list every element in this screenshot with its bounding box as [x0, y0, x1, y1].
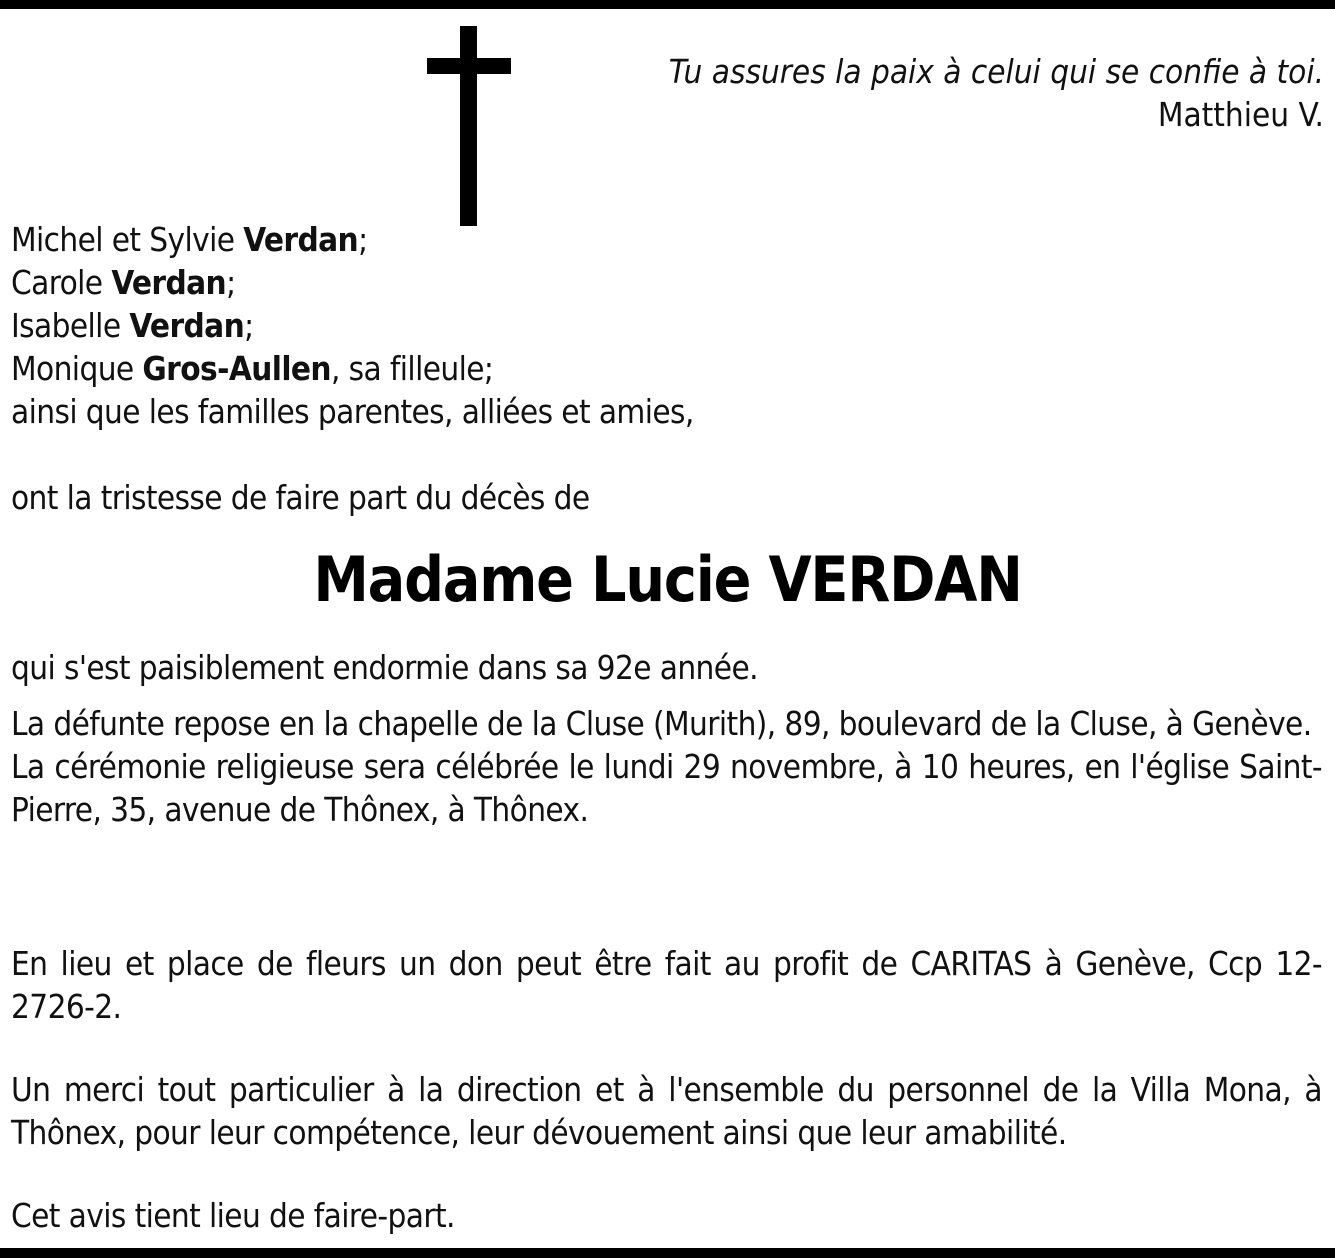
- family-member-firstnames: Michel et Sylvie: [11, 220, 244, 259]
- cross-vertical-bar: [460, 26, 477, 226]
- quote-text: Tu assures la paix à celui qui se confie à toi.: [668, 52, 1324, 91]
- family-extended: [11, 390, 1322, 433]
- family-member-firstnames: Isabelle: [11, 306, 130, 345]
- passing-statement: qui s'est paisiblement endormie dans sa 92e année.: [11, 648, 758, 687]
- family-member-surname: Gros-Aullen: [142, 349, 331, 388]
- family-member-suffix: ;: [358, 220, 368, 259]
- top-border-rule: [0, 0, 1335, 9]
- family-member-firstnames: Monique: [11, 349, 143, 388]
- rest-place-text: La défunte repose en la chapelle de la Cluse (Murith), 89, boulevard de la Cluse, à Genève.: [11, 704, 1312, 743]
- deceased-name: Madame Lucie VERDAN: [313, 543, 1022, 616]
- family-member: [11, 261, 1322, 304]
- ceremony-details: [11, 702, 1322, 831]
- quote-reference: Matthieu V.: [1157, 95, 1324, 134]
- family-member-surname: Verdan: [111, 263, 227, 302]
- latin-cross-icon: [427, 26, 511, 226]
- family-member: [11, 347, 1322, 390]
- family-member: [11, 218, 1322, 261]
- cross-horizontal-bar: [427, 58, 511, 74]
- closing-note: Cet avis tient lieu de faire-part.: [11, 1196, 455, 1235]
- bottom-border-rule: [0, 1248, 1335, 1258]
- service-text: La cérémonie religieuse sera célébrée le lundi 29 novembre, à 10 heures, en l'église Saint-Pierre, 35, avenue de Thônex, à Thônex.: [11, 747, 1322, 829]
- announcement-intro: ont la tristesse de faire part du décès de: [11, 478, 590, 517]
- family-extended-text: ainsi que les familles parentes, alliées et amies,: [11, 392, 694, 431]
- bible-quote: [669, 50, 1324, 136]
- family-member-suffix: ;: [226, 263, 236, 302]
- family-member-firstnames: Carole: [11, 263, 112, 302]
- family-member-surname: Verdan: [243, 220, 359, 259]
- family-member: [11, 304, 1322, 347]
- family-member-surname: Verdan: [129, 306, 245, 345]
- family-member-suffix: ;: [244, 306, 254, 345]
- family-member-suffix: , sa filleule;: [330, 349, 494, 388]
- family-list: [11, 218, 1322, 433]
- thanks-note: Un merci tout particulier à la direction et à l'ensemble du personnel de la Villa Mona, à Thônex, pour leur compétence, leur dévouement ainsi que leur amabilité.: [11, 1070, 1322, 1152]
- donation-note: En lieu et place de fleurs un don peut être fait au profit de CARITAS à Genève, Ccp 12-2726-2.: [11, 944, 1322, 1026]
